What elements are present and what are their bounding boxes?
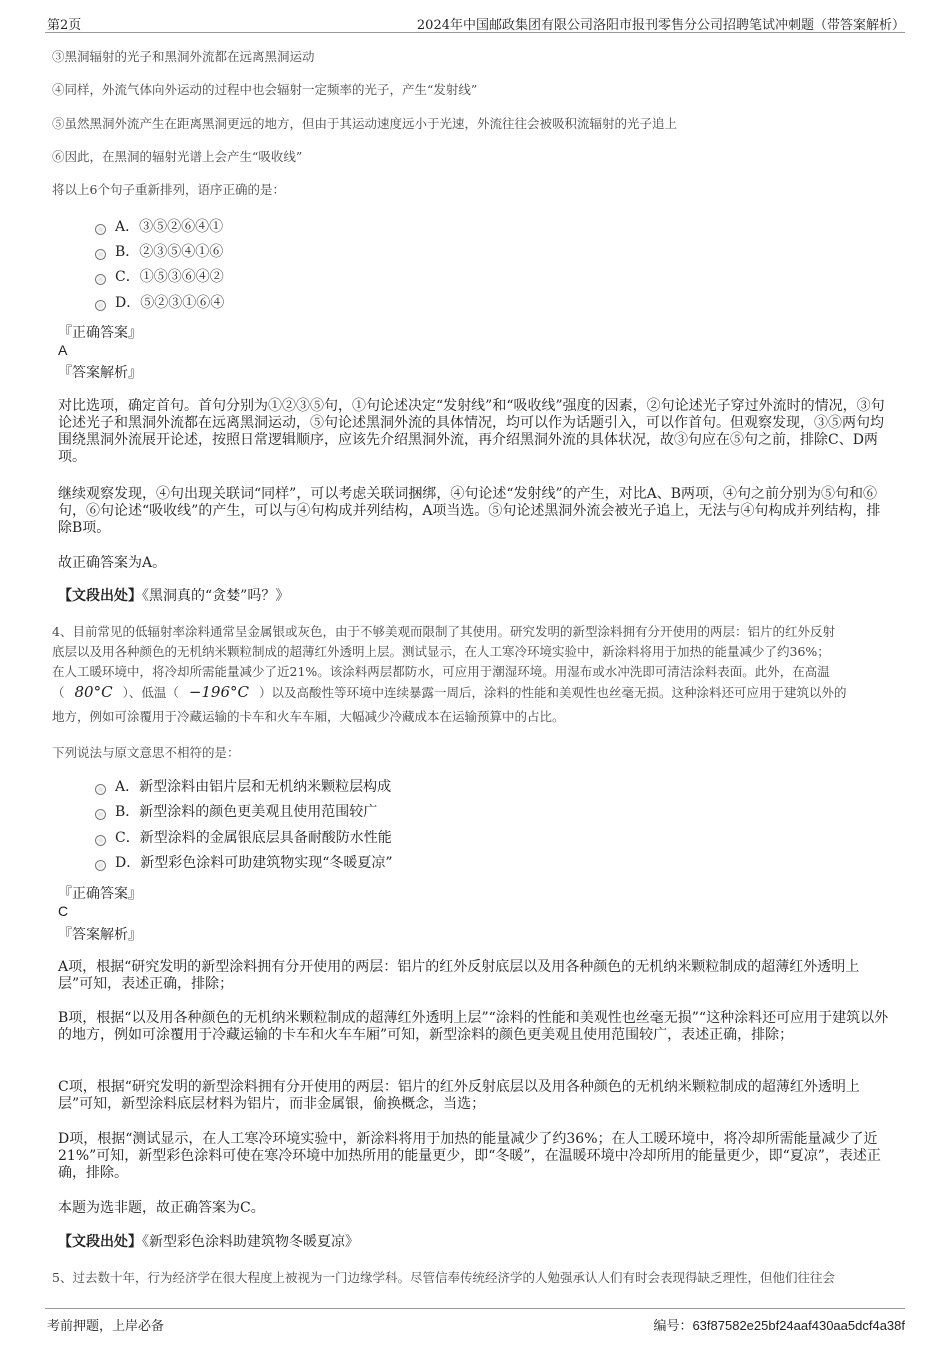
conclusion: 故正确答案为A。 [58,555,167,571]
page-number: 第2页 [47,18,82,33]
source-label: 【文段出处】 [58,588,142,604]
option-d[interactable] [95,853,393,873]
high-temperature: 80°C [74,683,113,701]
option-d[interactable] [95,293,224,313]
correct-answer: C [58,903,69,919]
question-stem: 5、过去数十年，行为经济学在很大程度上被视为一门边缘学科。尽管信奉传统经济学的人勉强承认人们有时会表现得缺乏理性，但他们往往会 [52,1270,835,1285]
sentence-4: ④同样，外流气体向外运动的过程中也会辐射一定频率的光子，产生“发射线” [52,82,478,97]
source-line [58,1234,892,1251]
option-label: C．①⑤③⑥④② [115,269,224,285]
option-label: C．新型涂料的金属银底层具备耐酸防水性能 [115,830,392,846]
option-b[interactable] [95,242,223,262]
document-title: 2024年中国邮政集团有限公司洛阳市报刊零售分公司招聘笔试冲刺题（带答案解析） [416,18,905,33]
option-c[interactable] [95,267,224,287]
document-code [653,1315,905,1334]
sentence-6: ⑥因此，在黑洞的辐射光谱上会产生“吸收线” [52,149,303,164]
analysis-paragraph: D项，根据“测试显示，在人工寒冷环境实验中，新涂料将用于加热的能量减少了约36%；在人工暖环境中，将冷却所需能量减少了近21%”可知，新型彩色涂料可使在寒冷环境中加热所用的能量更少，即“冬暖”，在温暖环境中冷却所用的能量更少，即“夏凉”，表述正确，排除。 [58,1131,881,1181]
option-b[interactable] [95,802,377,822]
question-stem [52,683,898,702]
code-value: 63f87582e25bf24aaf430aa5dcf4a38f [692,1318,905,1333]
page-footer [45,1308,905,1335]
option-a[interactable] [95,777,391,797]
source-line [58,588,892,605]
question-stem: 底层以及用各种颜色的无机纳米颗粒制成的超薄红外透明上层。测试显示，在人工寒冷环境实验中，新涂料将用于加热的能量减少了约36%； [52,644,830,659]
option-label: A．③⑤②⑥④① [115,219,224,235]
option-label: B．新型涂料的颜色更美观且使用范围较广 [115,804,378,820]
analysis-paragraph: C项，根据“研究发明的新型涂料拥有分开使用的两层：铝片的红外反射底层以及用各种颜色的无机纳米颗粒制成的超薄红外透明上层”可知，新型涂料底层材料为铝片，而非金属银，偷换概念，当选； [58,1079,860,1112]
sentence-5: ⑤虽然黑洞外流产生在距离黑洞更远的地方，但由于其运动速度远小于光速，外流往往会被吸积流辐射的光子追上 [52,116,678,131]
conclusion: 本题为选非题，故正确答案为C。 [58,1200,265,1216]
option-a[interactable] [95,217,223,237]
radio-icon[interactable] [95,249,106,260]
radio-icon[interactable] [95,835,106,846]
analysis-paragraph: A项，根据“研究发明的新型涂料拥有分开使用的两层：铝片的红外反射底层以及用各种颜色的无机纳米颗粒制成的超薄红外透明上层”可知，表述正确，排除； [58,959,860,992]
question-stem: 在人工暖环境中，将冷却所需能量减少了近21%。该涂料两层都防水，可应用于潮湿环境。用湿布或水冲洗即可清洁涂料表面。此外，在高温 [52,664,830,679]
source-label: 【文段出处】 [58,1234,142,1250]
question-stem: 地方，例如可涂覆用于冷藏运输的卡车和火车车厢，大幅减少冷藏成本在运输预算中的占比。 [52,709,565,724]
radio-icon[interactable] [95,224,106,235]
sentence-3: ③黑洞辐射的光子和黑洞外流都在远离黑洞运动 [52,49,315,64]
option-label: B．②③⑤④①⑥ [115,244,224,260]
option-c[interactable] [95,828,392,848]
code-label: 编号： [653,1319,693,1334]
question-stem: 4、目前常见的低辐射率涂料通常呈金属银或灰色，由于不够美观而限制了其使用。研究发明的新型涂料拥有分开使用的两层：铝片的红外反射 [52,624,835,639]
radio-icon[interactable] [95,274,106,285]
question-prompt: 将以上6个句子重新排列，语序正确的是： [52,182,285,197]
page-header [45,14,905,33]
stem-fragment: （ [52,685,65,700]
option-label: D．⑤②③①⑥④ [115,295,225,311]
analysis-paragraph: B项，根据“以及用各种颜色的无机纳米颗粒制成的超薄红外透明上层”“涂料的性能和美观性也丝毫无损”“这种涂料还可应用于建筑以外的地方，例如可涂覆用于冷藏运输的卡车和火车车厢”可知，新型涂料的颜色更美观且使用范围较广，表述正确，排除； [58,1010,889,1043]
analysis-label: 『答案解析』 [58,927,142,943]
correct-answer-label: 『正确答案』 [58,886,142,902]
source-title: 《黑洞真的“贪婪”吗？》 [142,588,290,604]
analysis-paragraph: 继续观察发现，④句出现关联词“同样”，可以考虑关联词捆绑，④句论述“发射线”的产生，对比A、B两项，④句之前分别为⑤句和⑥句，⑥句论述“吸收线”的产生，可以与④句构成并列结构，A项当选。⑤句论述黑洞外流会被光子追上，无法与④句构成并列结构，排除B项。 [58,486,881,536]
stem-fragment: ）以及高酸性等环境中连续暴露一周后，涂料的性能和美观性也丝毫无损。这种涂料还可应用于建筑以外的 [258,685,847,700]
radio-icon[interactable] [95,300,106,311]
low-temperature: −196°C [188,683,249,701]
correct-answer: A [58,342,68,358]
analysis-paragraph: 对比选项，确定首句。首句分别为①②③⑤句，①句论述决定“发射线”和“吸收线”强度的因素，②句论述光子穿过外流时的情况，③句论述光子和黑洞外流都在远离黑洞运动，⑤句论述黑洞外流的具体情况，均可以作为话题引入，可以作首句。但观察发现，③⑤两句均围绕黑洞外流展开论述，按照日常逻辑顺序，应该先介绍黑洞外流，再介绍黑洞外流的具体状况，故③句应在⑤句之前，排除C、D两项。 [58,398,885,465]
footer-slogan: 考前押题，上岸必备 [47,1319,165,1334]
correct-answer-label: 『正确答案』 [58,325,142,341]
radio-icon[interactable] [95,809,106,820]
option-label: A．新型涂料由铝片层和无机纳米颗粒层构成 [115,779,392,795]
radio-icon[interactable] [95,860,106,871]
stem-fragment: ）、低温（ [122,685,179,700]
source-title: 《新型彩色涂料助建筑物冬暖夏凉》 [142,1234,359,1250]
analysis-label: 『答案解析』 [58,365,142,381]
radio-icon[interactable] [95,784,106,795]
question-prompt: 下列说法与原文意思不相符的是： [52,745,240,760]
option-label: D．新型彩色涂料可助建筑物实现“冬暖夏凉” [115,855,393,871]
